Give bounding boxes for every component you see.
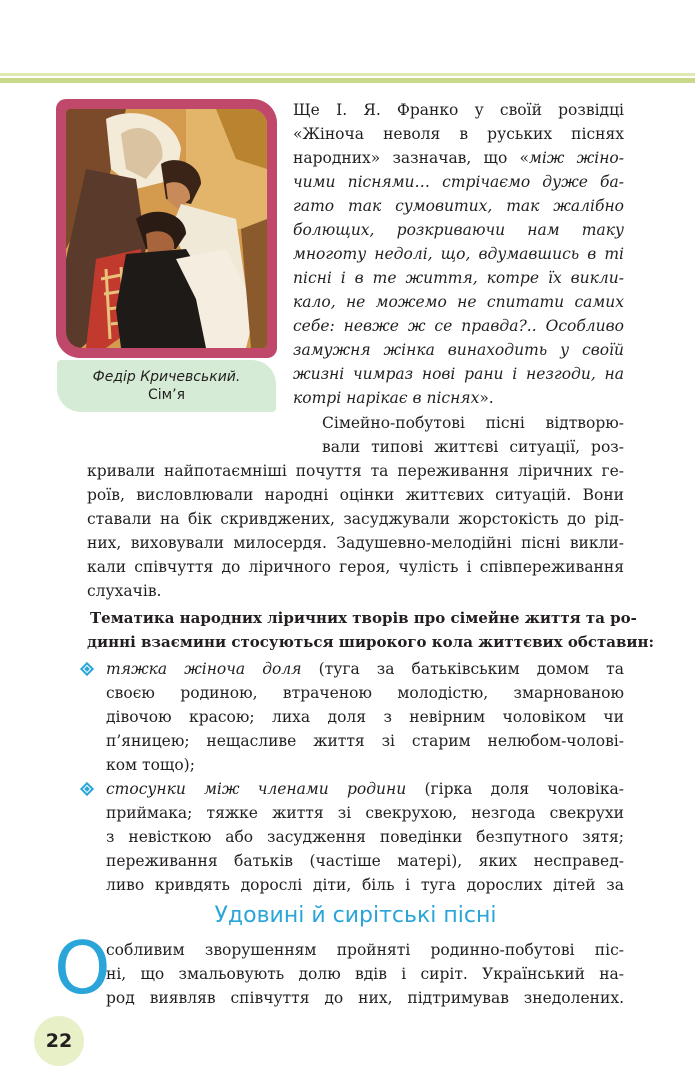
bullet-line: ливо кривдять дорослі діти, біль і туга дорослих дітей за <box>106 876 624 894</box>
bullet-line: приймака; тяжке життя зі свекрухою, незгода свекрухи <box>106 804 624 822</box>
text-line: кали співчуття до ліричного героя, чулість і співпереживання <box>87 558 624 576</box>
bullet-line: ком тощо); <box>106 756 195 774</box>
bullet-line: переживання батьків (частіше матері), яких несправед- <box>106 852 624 870</box>
text-line: пісні і в те життя, котре їх викли- <box>293 269 624 287</box>
text-line: болющих, розкриваючи нам таку <box>293 221 624 239</box>
section-text-line: род виявляв співчуття до них, підтримував знедолених. <box>106 989 624 1007</box>
text-line: чими піснями… стрічаємо дуже ба- <box>293 173 624 191</box>
section-heading: Удовині й сирітські пісні <box>214 903 497 928</box>
text-line: них, виховували милосердя. Задушевно-мелодійні пісні викли- <box>87 534 624 552</box>
text-line: себе: невже ж се правда?.. Особливо <box>293 317 624 335</box>
section-text-line: ні, що змальовують долю вдів і сиріт. Український на- <box>106 965 624 983</box>
figure-caption <box>57 360 276 412</box>
bold-intro-line: динні взаємини стосуються широкого кола життєвих обставин: <box>87 633 655 651</box>
text-line: котрі нарікає в піснях». <box>293 389 494 407</box>
figure-frame <box>56 99 277 358</box>
text-line: кривали найпотаємніші почуття та переживання ліричних ге- <box>87 462 624 480</box>
text-line: роїв, висловлювали народні оцінки життєвих ситуацій. Вони <box>87 486 624 504</box>
page-number: 22 <box>34 1016 84 1066</box>
text-line: слухачів. <box>87 582 162 600</box>
text-line: Сімейно-побутові пісні відтворю- <box>322 414 624 432</box>
bold-intro-line: Тематика народних ліричних творів про сімейне життя та ро- <box>90 609 637 627</box>
bullet-line: своєю родиною, втраченою молодістю, змарнованою <box>106 684 624 702</box>
header-rule <box>0 73 695 83</box>
bullet-diamond-icon <box>80 662 94 676</box>
bullet-line: дівочою красою; лиха доля з невірним чоловіком чи <box>106 708 624 726</box>
caption-author: Федір Кричевський. <box>92 369 241 385</box>
section-text-line: собливим зворушенням пройняті родинно-побутові піс- <box>106 941 624 959</box>
text-line: «Жіноча неволя в руських піснях <box>293 125 624 143</box>
text-line: ставали на бік скривджених, засуджували жорстокість до рід- <box>87 510 624 528</box>
drop-cap: О <box>54 926 111 1010</box>
bullet-line: тяжка жіноча доля (туга за батьківським домом та <box>106 660 624 678</box>
text-line: многоту недолі, що, вдумавшись в ті <box>293 245 624 263</box>
bullet-diamond-icon <box>80 782 94 796</box>
bullet-line: з невісткою або засудження поведінки безпутного зятя; <box>106 828 624 846</box>
text-line: жизні чимраз нові рани і незгоди, на <box>293 365 624 383</box>
caption-title: Сім’я <box>147 387 186 403</box>
bullet-line: п’яницею; нещасливе життя зі старим нелюбом-чолові- <box>106 732 624 750</box>
family-painting-image <box>66 109 267 348</box>
text-line: замужня жінка винаходить у своїй <box>293 341 624 359</box>
text-line: Ще І. Я. Франко у своїй розвідці <box>293 101 624 119</box>
text-line: кало, не можемо не спитати самих <box>293 293 624 311</box>
text-line: гато так сумовитих, так жалібно <box>293 197 624 215</box>
text-line: народних» зазначав, що «між жіно- <box>293 149 624 167</box>
bullet-line: стосунки між членами родини (гірка доля чоловіка- <box>106 780 624 798</box>
text-line: вали типові життєві ситуації, роз- <box>322 438 624 456</box>
